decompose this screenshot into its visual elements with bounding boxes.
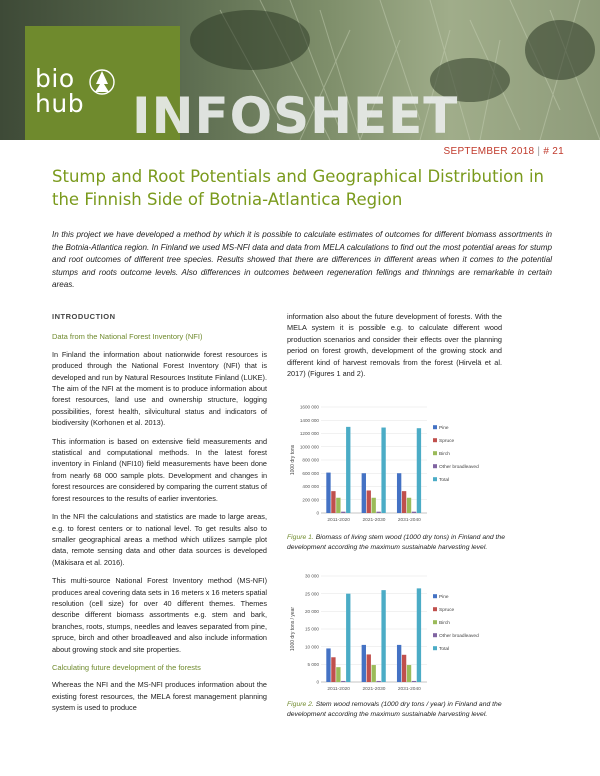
chart-1-legend-label: Spruce: [439, 439, 455, 444]
chart-1-bar-spruce: [331, 491, 335, 513]
chart-1-legend-label: Pine: [439, 426, 449, 431]
banner-title: INFOSHEET: [132, 87, 459, 140]
chart-2-bar-other-broadleaved: [412, 681, 416, 682]
chart-2-bar-pine: [397, 645, 401, 682]
chart-2-bar-spruce: [402, 655, 406, 682]
chart-2-x-tick-label: 2031-2040: [397, 687, 421, 692]
tree-emblem-icon: [87, 64, 117, 100]
chart-2-legend-label: Spruce: [439, 608, 455, 613]
chart-1-legend-label: Other broadleaved: [439, 465, 479, 470]
chart-1-legend-label: Total: [439, 478, 450, 483]
chart-2-y-tick-label: 10 000: [304, 644, 319, 650]
chart-1-y-tick-label: 400 000: [302, 484, 319, 490]
chart-2-bar-other-broadleaved: [376, 681, 380, 682]
chart-2-y-tick-label: 25 000: [304, 591, 319, 597]
paragraph: In the NFI the calculations and statistics are made to large areas, e.g. to forest centers or to national level. To get results also to smaller geographical areas a method which utilizes sample plot data, remote sensing data and other data sources is developed (Mäkisara et al. 2016).: [52, 512, 267, 567]
logo-line-1: bio: [35, 64, 75, 93]
abstract: In this project we have developed a method by which it is possible to calculate estimates of outcomes for different biomass assortments in the Botnia-Atlantica region. In Finland we used MS-NFI data and data from MELA calculations to find out the most potential areas for stump and root outcomes of different tree species. Results showed that there are differences in different areas when it comes to the potential stumps and roots outcome levels. Also differences in outcomes between regeneration fellings and thinnings are remarkable in certain areas.: [52, 230, 552, 290]
figure-2-label: Figure 2.: [287, 701, 314, 708]
subheading-future-development: Calculating future development of the forests: [52, 662, 201, 672]
chart-2-bar-birch: [336, 667, 340, 682]
logo-text: [35, 66, 84, 116]
chart-1-bar-total: [381, 428, 385, 513]
paragraph: This information is based on extensive field measurements and statistical and computational methods. In the latest forest inventory in Finland (NFI10) field measurements have been done from nearly 68 000 sample plots. Development and changes in forest resources are considered by comparing the current status of forest resources to the results of earlier inventories.: [52, 436, 267, 503]
chart-1-y-tick-label: 200 000: [302, 497, 319, 503]
right-column: [287, 311, 502, 386]
paragraph: This multi-source National Forest Inventory method (MS-NFI) produces areal covering data sets in 16 meters x 16 meters spatial resolution (cell size) for over 40 different themes. Themes describe different biomass assortments e.g. stem and bark, branches, roots, stumps, needles and leaves separated from pine, spruce, birch and other broadleaved and also include information about growing stock and site properties.: [52, 576, 267, 654]
chart-2-bar-spruce: [331, 657, 335, 682]
chart-2-bar-other-broadleaved: [341, 681, 345, 682]
chart-2-legend-label: Other broadleaved: [439, 634, 479, 639]
paragraph: In Finland the information about nationwide forest resources is produced through the National Forest Inventory (NFI) that is developed and run by Natural Resources Institute Finland (LUKE). The aim of the NFI at the moment is to produce information about forest resources, land use and ownership structure, logging possibilities, forest health, silvicultural status and indicators of biodiversity (Korhonen et al. 2013).: [52, 349, 267, 428]
chart-1-bar-total: [346, 427, 350, 513]
chart-1-bar-total: [417, 428, 421, 513]
chart-1-bar-other-broadleaved: [376, 512, 380, 513]
paragraph: Whereas the NFI and the MS-NFI produces information about the existing forest resources, the MELA forest management planning system is used to produce: [52, 680, 267, 713]
chart-2-legend-swatch: [433, 607, 437, 611]
subheading-nfi-data: Data from the National Forest Inventory (NFI): [52, 332, 203, 342]
chart-1-x-tick-label: 2011-2020: [327, 518, 350, 523]
chart-1-y-tick-label: 600 000: [302, 470, 319, 476]
figure-2-caption: [287, 700, 507, 719]
logo-line-2: hub: [35, 89, 85, 118]
chart-1-legend-label: Birch: [439, 452, 450, 457]
chart-1-bar-other-broadleaved: [412, 512, 416, 513]
chart-2-x-tick-label: 2021-2030: [362, 687, 386, 692]
figure-1-caption-text: Biomass of living stem wood (1000 dry tons) in Finland and the development according the maximum sustainable harvesting level.: [287, 534, 505, 551]
figure-1-bar-chart: [287, 403, 507, 525]
chart-1-y-tick-label: 1600 000: [299, 404, 319, 410]
chart-2-y-tick-label: 30 000: [304, 573, 319, 579]
chart-1-legend-swatch: [433, 451, 437, 455]
chart-2-bar-pine: [362, 645, 366, 682]
chart-1-y-tick-label: 0: [316, 510, 319, 516]
chart-1-bar-pine: [397, 473, 401, 513]
chart-1-bar-birch: [372, 498, 376, 513]
chart-2-legend-swatch: [433, 620, 437, 624]
chart-2-bar-total: [417, 588, 421, 682]
chart-1-bar-birch: [336, 498, 340, 513]
chart-1-legend-swatch: [433, 477, 437, 481]
chart-1-legend-swatch: [433, 438, 437, 442]
chart-2-legend-swatch: [433, 646, 437, 650]
issue-date: SEPTEMBER 2018: [443, 146, 535, 157]
chart-2-bar-spruce: [367, 654, 371, 682]
chart-1-bar-pine: [362, 473, 366, 513]
figure-1-label: Figure 1.: [287, 534, 314, 541]
document-title: Stump and Root Potentials and Geographical Distribution in the Finnish Side of Botnia-Atlantica Region: [52, 167, 544, 209]
chart-1-y-tick-label: 1000 000: [299, 444, 319, 450]
chart-2-bar-birch: [407, 665, 411, 682]
chart-2-x-tick-label: 2011-2020: [327, 687, 350, 692]
chart-1-x-tick-label: 2021-2030: [362, 518, 386, 523]
chart-1-legend-swatch: [433, 425, 437, 429]
figure-1-caption: [287, 533, 507, 552]
chart-2-bar-total: [381, 590, 385, 682]
chart-1-bar-other-broadleaved: [341, 512, 345, 513]
chart-1-legend-swatch: [433, 464, 437, 468]
chart-1-x-tick-label: 2031-2040: [397, 518, 421, 523]
chart-2-legend-label: Total: [439, 647, 450, 652]
dateline-separator: |: [537, 146, 541, 157]
figure-2-caption-text: Stem wood removals (1000 dry tons / year) in Finland and the development according the maximum sustainable harvesting level.: [287, 701, 502, 718]
chart-2-y-tick-label: 15 000: [304, 626, 319, 632]
left-column: [52, 311, 267, 721]
chart-2-bar-pine: [326, 648, 330, 682]
chart-2-legend-swatch: [433, 633, 437, 637]
chart-2-bar-total: [346, 594, 350, 682]
header-banner: [0, 0, 600, 140]
chart-2-legend-swatch: [433, 594, 437, 598]
section-heading-introduction: INTRODUCTION: [52, 312, 116, 321]
chart-1-y-axis-label: 1000 dry tons: [290, 444, 296, 476]
chart-2-bar-birch: [372, 665, 376, 682]
chart-2-y-tick-label: 5 000: [307, 661, 319, 667]
chart-1-bar-birch: [407, 498, 411, 513]
chart-1-y-tick-label: 800 000: [302, 457, 319, 463]
chart-2-legend-label: Birch: [439, 621, 450, 626]
issue-dateline: [444, 146, 564, 157]
chart-1-bar-pine: [326, 473, 330, 513]
chart-1-bar-spruce: [402, 491, 406, 513]
chart-1-y-tick-label: 1400 000: [299, 417, 319, 423]
chart-2-legend-label: Pine: [439, 595, 449, 600]
paragraph: information also about the future development of forests. With the MELA system it is possible e.g. to calculate different wood production scenarios and consider their effects over the planning period on forest growth, development of the growing stock and different kind of harvest removals from the forest (Hirvelä et al. 2017) (Figures 1 and 2).: [287, 312, 502, 379]
chart-2-y-axis-label: 1000 dry tons / year: [290, 606, 296, 652]
chart-1-bar-spruce: [367, 490, 371, 513]
chart-2-y-tick-label: 20 000: [304, 608, 319, 614]
figure-2-bar-chart: [287, 572, 507, 694]
issue-number: # 21: [543, 146, 564, 157]
chart-2-y-tick-label: 0: [316, 679, 319, 685]
chart-1-y-tick-label: 1200 000: [299, 431, 319, 437]
